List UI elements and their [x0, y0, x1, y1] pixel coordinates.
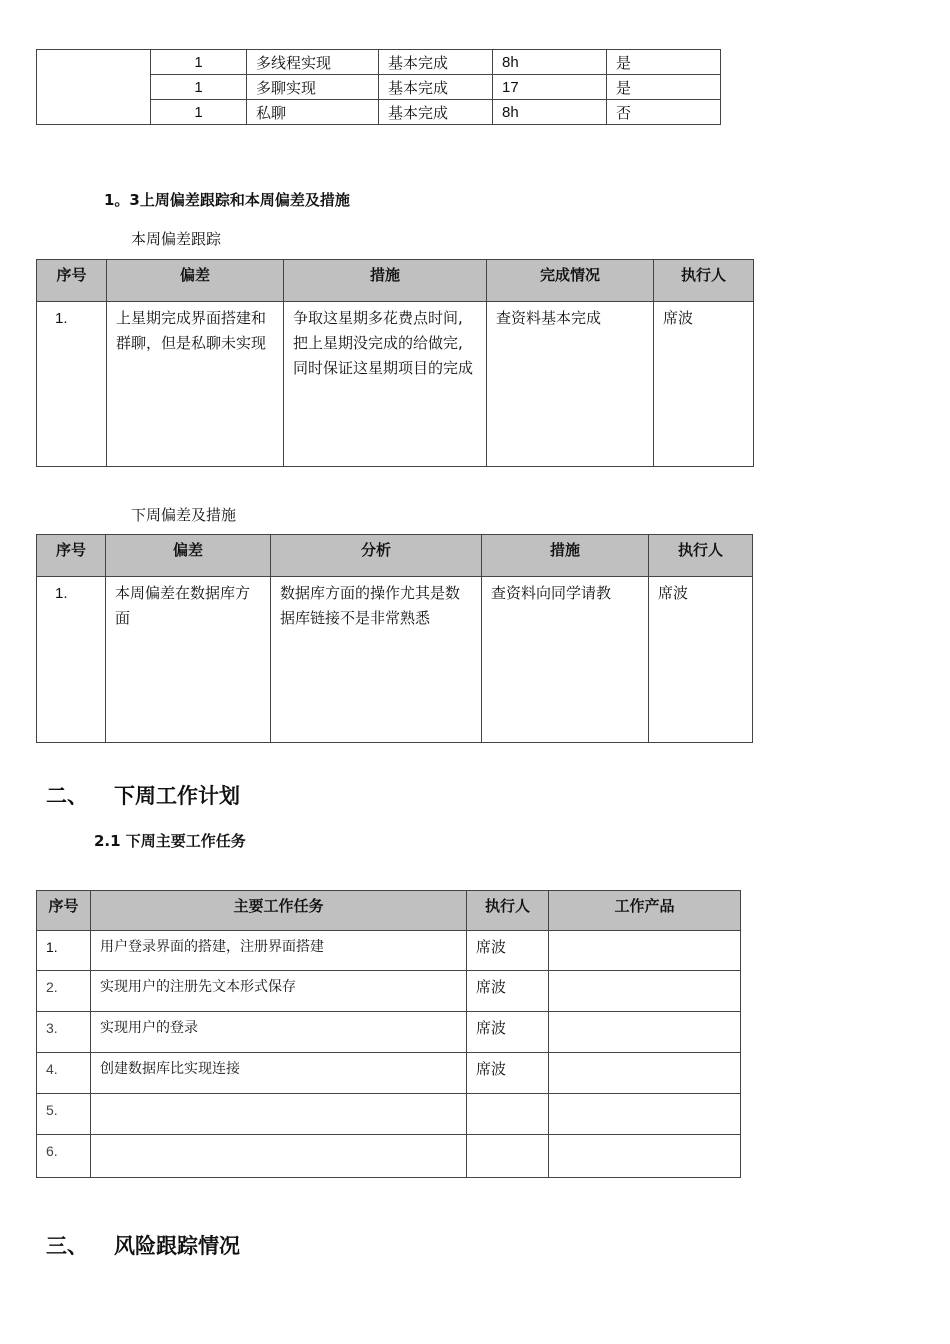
table-cell: 6. [37, 1135, 91, 1178]
table-cell: 数据库方面的操作尤其是数据库链接不是非常熟悉 [271, 577, 482, 743]
table-cell: 席波 [467, 971, 549, 1012]
table-cell: 4. [37, 1053, 91, 1094]
table-cell [467, 1135, 549, 1178]
column-header: 执行人 [654, 260, 754, 302]
table-cell [91, 1094, 467, 1135]
table-cell: 席波 [467, 1053, 549, 1094]
sub-heading: 2.1 下周主要工作任务 [94, 832, 246, 850]
table-cell: 上星期完成界面搭建和群聊，但是私聊未实现 [107, 302, 284, 467]
table-cell: 1 [151, 50, 247, 75]
column-header: 主要工作任务 [91, 891, 467, 931]
column-header: 偏差 [106, 535, 271, 577]
table-cell: 否 [607, 100, 721, 125]
table-cell: 查资料基本完成 [487, 302, 654, 467]
table-cell: 1 [151, 100, 247, 125]
table-cell: 实现用户的注册先文本形式保存 [91, 971, 467, 1012]
table-header-row [37, 891, 741, 931]
table-row [37, 577, 753, 743]
table-cell: 查资料向同学请教 [482, 577, 649, 743]
section-heading-1-3: 1。3上周偏差跟踪和本周偏差及措施 [104, 191, 350, 209]
table-cell: 1 [151, 75, 247, 100]
this-week-deviation-table [36, 259, 754, 467]
column-header: 偏差 [107, 260, 284, 302]
table-cell: 基本完成 [379, 100, 493, 125]
column-header: 序号 [37, 891, 91, 931]
table-cell [467, 1094, 549, 1135]
table-cell: 17 [493, 75, 607, 100]
table-cell: 席波 [654, 302, 754, 467]
section-number: 三、 [46, 1234, 88, 1258]
table-row [37, 1012, 741, 1053]
table-cell: 创建数据库比实现连接 [91, 1053, 467, 1094]
table-cell: 争取这星期多花费点时间,把上星期没完成的给做完,同时保证这星期项目的完成 [284, 302, 487, 467]
table-cell: 基本完成 [379, 75, 493, 100]
column-header: 分析 [271, 535, 482, 577]
section-number: 二、 [46, 784, 88, 808]
table-cell: 多聊实现 [247, 75, 379, 100]
table-row [37, 931, 741, 971]
table-cell [549, 1135, 741, 1178]
table-cell: 私聊 [247, 100, 379, 125]
table-row [37, 1135, 741, 1178]
table-cell: 3. [37, 1012, 91, 1053]
next-week-deviation-table [36, 534, 753, 743]
table-cell: 实现用户的登录 [91, 1012, 467, 1053]
table-cell: 是 [607, 75, 721, 100]
tasks-table [36, 890, 741, 1178]
table-header-row [37, 535, 753, 577]
table-row [37, 302, 754, 467]
table-cell: 多线程实现 [247, 50, 379, 75]
table-cell: 1. [37, 577, 106, 743]
next-week-label: 下周偏差及措施 [131, 506, 237, 524]
section-title: 风险跟踪情况 [114, 1234, 240, 1258]
table-cell: 本周偏差在数据库方面 [106, 577, 271, 743]
table-cell: 5. [37, 1094, 91, 1135]
table-cell [549, 971, 741, 1012]
table-cell: 席波 [467, 931, 549, 971]
progress-table [36, 49, 721, 125]
table-cell: 8h [493, 100, 607, 125]
column-header: 序号 [37, 260, 107, 302]
table-cell [549, 1053, 741, 1094]
table-header-row [37, 260, 754, 302]
table-cell: 1. [37, 302, 107, 467]
this-week-label: 本周偏差跟踪 [131, 230, 222, 248]
table-cell: 8h [493, 50, 607, 75]
table-row [37, 1053, 741, 1094]
table-row [37, 1094, 741, 1135]
table-cell: 席波 [467, 1012, 549, 1053]
table-row [37, 50, 721, 75]
table-cell: 1. [37, 931, 91, 971]
column-header: 执行人 [467, 891, 549, 931]
table-cell [549, 931, 741, 971]
column-header: 工作产品 [549, 891, 741, 931]
table-cell [549, 1094, 741, 1135]
merged-blank-cell [37, 50, 151, 125]
table-cell: 席波 [649, 577, 753, 743]
table-cell: 用户登录界面的搭建，注册界面搭建 [91, 931, 467, 971]
table-cell: 2. [37, 971, 91, 1012]
section-title: 下周工作计划 [114, 784, 240, 808]
table-cell: 是 [607, 50, 721, 75]
column-header: 完成情况 [487, 260, 654, 302]
table-row [37, 971, 741, 1012]
table-cell [549, 1012, 741, 1053]
table-cell: 基本完成 [379, 50, 493, 75]
column-header: 序号 [37, 535, 106, 577]
column-header: 执行人 [649, 535, 753, 577]
column-header: 措施 [482, 535, 649, 577]
column-header: 措施 [284, 260, 487, 302]
table-cell [91, 1135, 467, 1178]
